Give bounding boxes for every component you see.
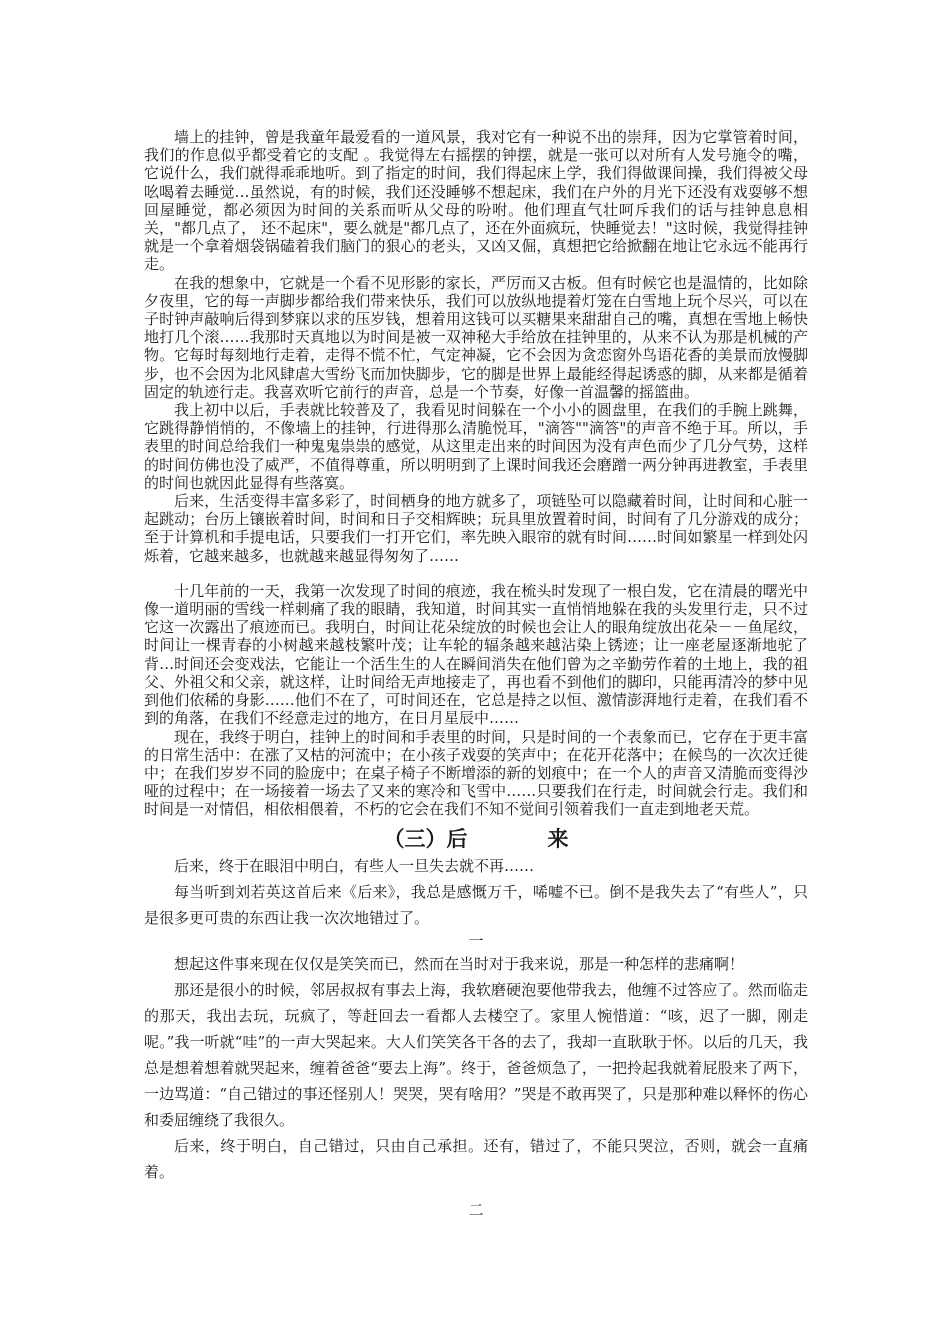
paragraph: 墙上的挂钟，曾是我童年最爱看的一道风景，我对它有一种说不出的崇拜，因为它掌管着时间， 我们的作息似乎都受着它的支配 。我觉得左右摇摆的钟摆，就是一张可以对所有人发号施令的嘴，它说什么，我们就得乖乖地听。到了指定的时间，我们得起床上学，我们得做课间操，我们得被父母吆喝着去睡觉…虽然说，有的时候，我们还没睡够不想起床，我们在户外的月光下还没有戏耍够不想回屋睡觉，都必须因为时间的关系而听从父母的吩咐。他们理直气壮呵斥我们的话与挂钟息息相关，"都几点了， 还不起床"，要么就是"都几点了，还在外面疯玩，快睡觉去！"这时候，我觉得挂钟就是一个拿着烟袋锅磕着我们脑门的狠心的老头，又凶又倔，真想把它给掀翻在地让它永远不能再行走。 <box>144 128 808 274</box>
paragraph: 现在，我终于明白，挂钟上的时间和手表里的时间，只是时间的一个表象而已，它存在于更丰富的日常生活中：在涨了又枯的河流中；在小孩子戏耍的笑声中；在花开花落中；在候鸟的一次次迁徙中；在我们岁岁不同的脸庞中；在桌子椅子不断增添的新的划痕中；在一个人的声音又清脆而变得沙哑的过程中；在一场接着一场去了又来的寒冷和飞雪中……只要我们在行走，时间就会行走。我们和时间是一对情侣，相依相偎着，不朽的它会在我们不知不觉间引领着我们一直走到地老天荒。 <box>144 727 808 819</box>
subsection-number: 二 <box>468 1201 484 1219</box>
paragraph: 在我的想象中，它就是一个看不见形影的家长，严厉而又古板。但有时候它也是温情的，比如除夕夜里，它的每一声脚步都给我们带来快乐，我们可以放纵地提着灯笼在白雪地上玩个尽兴，可以在子时钟声敲响后得到梦寐以求的压岁钱，想着用这钱可以买糖果来甜甜自己的嘴，真想在雪地上畅快地打几个滚……我那时天真地以为时间是被一双神秘大手给放在挂钟里的，从来不认为那是机械的产物。它每时每刻地行走着，走得不慌不忙，气定神凝，它不会因为贪恋窗外鸟语花香的美景而放慢脚步，也不会因为北风肆虐大雪纷飞而加快脚步，它的脚是世界上最能经得起诱惑的脚，从来都是循着固定的轨迹行走。我喜欢听它前行的声音，总是一个节奏，好像一首温馨的摇篮曲。 <box>144 273 808 401</box>
paragraph: 十几年前的一天，我第一次发现了时间的痕迹，我在梳头时发现了一根白发，它在清晨的曙光中像一道明丽的雪线一样刺痛了我的眼睛，我知道，时间其实一直悄悄地躲在我的头发里行走，只不过它这一次露出了痕迹而已。我明白，时间让花朵绽放的时候也会让人的眼角绽放出花朵－－鱼尾纹，时间让一棵青春的小树越来越枝繁叶茂；让车轮的辐条越来越沾染上锈迹；让一座老屋逐渐地驼了背…时间还会变戏法，它能让一个活生生的人在瞬间消失在他们曾为之辛勤劳作着的土地上，我的祖父、外祖父和父亲，就这样，让时间给无声地接走了，再也看不到他们的脚印，只能再清冷的梦中见到他们依稀的身影……他们不在了，可时间还在，它总是持之以恒、激情澎湃地行走着，在我们看不到的角落，在我们不经意走过的地方，在日月星辰中…… <box>144 581 808 728</box>
section-title-part1: （三）后 <box>383 826 468 851</box>
blank-line <box>144 565 808 582</box>
essay-section-later <box>144 853 808 1223</box>
paragraph: 想起这件事来现在仅仅是笑笑而已，然而在当时对于我来说，那是一种怎样的悲痛啊！ <box>174 955 745 973</box>
essay-section-time <box>144 128 808 819</box>
paragraph: 后来，终于明白，自己错过，只由自己承担。还有，错过了，不能只哭泣，否则，就会一直痛着。 <box>144 1137 808 1181</box>
section-title <box>144 824 808 854</box>
subsection-number: 一 <box>468 932 484 950</box>
paragraph: 后来，终于在眼泪中明白，有些人一旦失去就不再…… <box>174 857 535 875</box>
paragraph: 我上初中以后，手表就比较普及了，我看见时间躲在一个小小的圆盘里，在我们的手腕上跳舞，它跳得静悄悄的，不像墙上的挂钟，行进得那么清脆悦耳，"滴答""滴答"的声音不绝于耳。所以，手表里的时间总给我们一种鬼鬼祟祟的感觉，从这里走出来的时间因为没有声色而少了几分气势，这样的时间仿佛也没了威严，不值得尊重，所以明明到了上课时间我还会磨蹭一两分钟再进教室，手表里的时间也就因此显得有些落寞。 <box>144 401 808 492</box>
paragraph: 每当听到刘若英这首后来《后来》，我总是感慨万千，唏嘘不已。倒不是我失去了“有些人”，只是很多更可贵的东西让我一次次地错过了。 <box>144 883 808 927</box>
section-title-part2: 来 <box>547 826 569 851</box>
paragraph: 那还是很小的时候，邻居叔叔有事去上海，我软磨硬泡要他带我去，他缠不过答应了。然而临走的那天，我出去玩，玩疯了，等赶回去一看都人去楼空了。家里人惋惜道：“咳，迟了一脚，刚走呢。”我一听就“哇”的一声大哭起来。大人们笑笑各干各的去了，我却一直耿耿于怀。以后的几天，我总是想着想着就哭起来，缠着爸爸“要去上海”。终于，爸爸烦急了，一把拎起我就着屁股来了两下，一边骂道：“自己错过的事还怪别人！哭哭，哭有啥用？”哭是不敢再哭了，只是那种难以释怀的伤心和委屈缠绕了我很久。 <box>144 981 808 1129</box>
paragraph: 后来，生活变得丰富多彩了，时间栖身的地方就多了，项链坠可以隐藏着时间，让时间和心脏一起跳动；台历上镶嵌着时间，时间和日子交相辉映；玩具里放置着时间，时间有了几分游戏的成分；至于计算机和手提电话，只要我们一打开它们，率先映入眼帘的就有时间……时间如繁星一样到处闪烁着，它越来越多，也就越来越显得匆匆了…… <box>144 492 808 565</box>
